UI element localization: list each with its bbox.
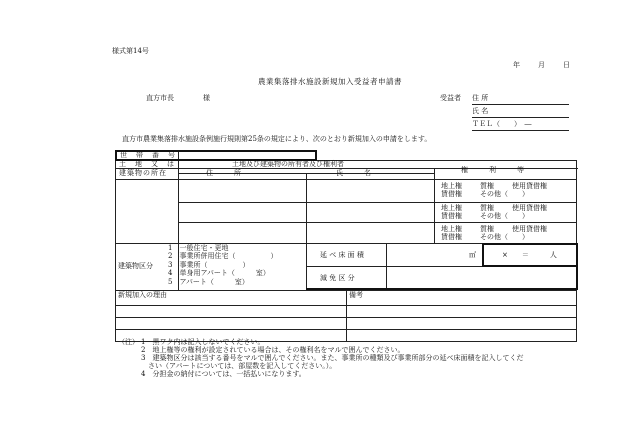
name-label: 氏 名 (472, 107, 489, 115)
rights-column-header: 権 利 等 (461, 166, 524, 174)
location-label-1: 土 地 又 は (119, 160, 175, 168)
building-option[interactable]: 3 事業所（ ） (168, 261, 250, 269)
applicant-address-field[interactable] (472, 95, 569, 105)
note-item: 1 黒ワク内は記入しないでください。 (141, 338, 265, 346)
location-label-2: 建築物の所在 (119, 169, 167, 177)
building-option[interactable]: 5 アパート（ 室） (168, 278, 249, 286)
floor-area-unit: ㎡ (469, 251, 476, 259)
notes-heading: （注） (118, 338, 139, 346)
persons-calc: × ＝ 人 (502, 251, 557, 259)
building-option[interactable]: 4 単身用アパート（ 室） (168, 269, 270, 277)
remarks-label: 備考 (349, 291, 363, 299)
applicant-name-field[interactable] (472, 108, 569, 118)
intro-text: 直方市農業集落排水施設条例施行規則第25条の規定により、次のとおり新規加入の申請をします。 (122, 135, 432, 143)
building-class-label: 建築物区分 (118, 262, 153, 270)
note-item: 3 建築物区分は該当する番号をマルで囲んでください。また、事業所の種類及び事業所部分の延べ床面積を記入してくだ (141, 354, 524, 362)
name-column-header: 氏 名 (336, 169, 371, 177)
reduction-label: 減 免 区 分 (320, 274, 355, 282)
household-number-label: 世 帯 番 号 (120, 151, 176, 159)
note-item: さい（アパートについては、部屋数を記入してください。）。 (148, 362, 337, 370)
date-year: 年 (513, 61, 520, 69)
addressee-honorific: 様 (203, 94, 210, 102)
address-label: 住 所 (472, 94, 489, 102)
applicant-tel-field[interactable] (472, 121, 569, 131)
building-option[interactable]: 2 事業所併用住宅（ ） (168, 252, 278, 260)
address-column-header: 住 所 (206, 169, 241, 177)
page-title: 農業集落排水施設新規加入受益者申請書 (258, 77, 402, 86)
reason-label: 新規加入の理由 (118, 291, 167, 299)
note-item: 2 地上権等の権利が設定されている場合は、その権利名をマルで囲んでください。 (141, 346, 405, 354)
date-day: 日 (563, 61, 570, 69)
form-number: 様式第14号 (112, 47, 149, 55)
addressee-name: 直方市長 (146, 94, 174, 102)
owner-header: 土地及び建築物の所有者及び権利者 (232, 160, 344, 168)
date-month: 月 (538, 61, 545, 69)
floor-area-label: 延 べ 床 面 積 (320, 251, 364, 259)
applicant-label: 受益者 (440, 94, 461, 102)
note-item: 4 分担金の納付については、一括払いになります。 (141, 370, 306, 378)
tel-label: ＴＥＬ（ ） ― (472, 120, 532, 128)
building-option[interactable]: 1 一般住宅・更地 (168, 244, 229, 252)
